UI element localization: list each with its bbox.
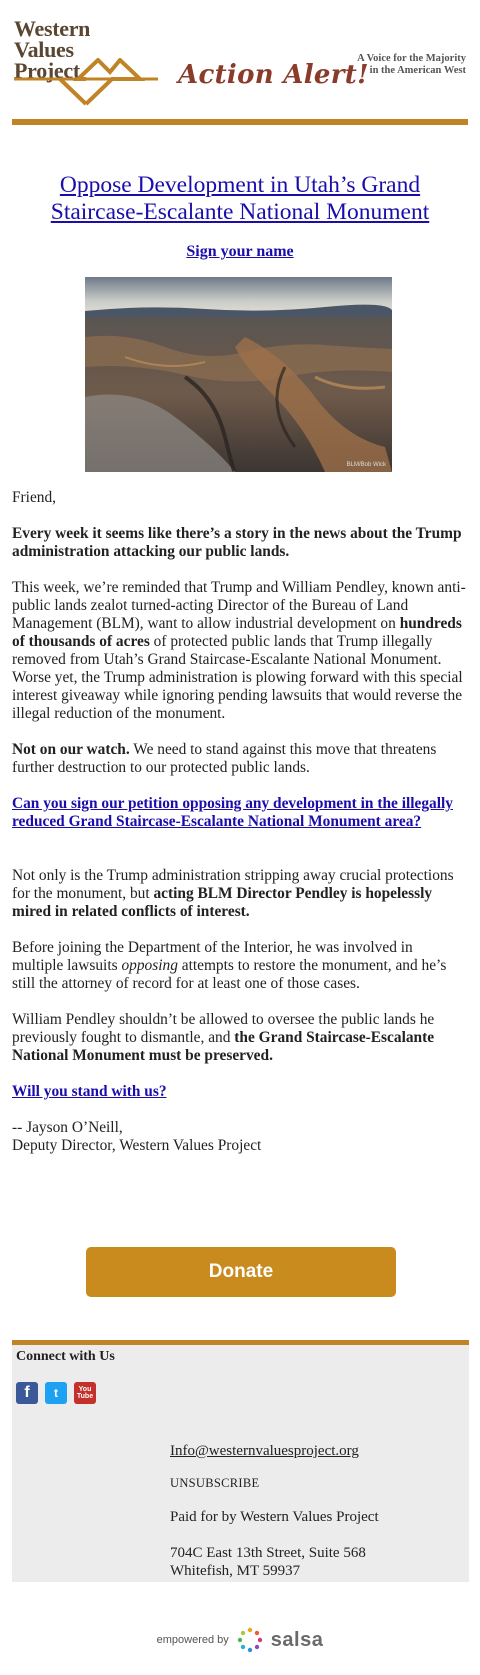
logo-line-1: Western <box>14 16 91 41</box>
paragraph-3-text: We need to stand against this move that threatens further destruction to our protected public lands. <box>12 741 437 776</box>
youtube-glyph-2: Tube <box>76 1393 94 1400</box>
donate-button[interactable]: Donate <box>86 1247 396 1297</box>
logo-line-3: Project <box>14 58 80 83</box>
youtube-icon[interactable] <box>74 1382 96 1404</box>
headline <box>12 172 468 226</box>
paragraph-6-part-a: Before joining the Department of the Interior, he was involved in multiple lawsuits <box>12 939 413 974</box>
salsa-logo-icon <box>237 1627 263 1653</box>
paragraph-5-text: Not only is the Trump administration stripping away crucial protections for the monument, but <box>12 867 454 902</box>
mountain-logo-icon <box>14 58 158 108</box>
empowered-by-text: empowered by <box>156 1634 229 1646</box>
headline-link[interactable]: Oppose Development in Utah’s Grand Staircase-Escalante National Monument <box>50 172 430 225</box>
greeting-text: Friend, <box>12 489 57 506</box>
paragraph-6 <box>12 939 466 993</box>
canyon-illustration <box>85 277 392 472</box>
paragraph-5-bold: acting BLM Director Pendley is hopelessly mired in related conflicts of interest. <box>12 885 433 920</box>
paragraph-5 <box>12 867 466 921</box>
address-line-1: 704C East 13th Street, Suite 568 <box>170 1545 366 1561</box>
signature-title: Deputy Director, Western Values Project <box>12 1137 262 1154</box>
facebook-glyph: f <box>24 1384 30 1401</box>
paragraph-6-italic: opposing <box>121 957 178 974</box>
tagline-line-1: A Voice for the Majority <box>357 53 466 64</box>
youtube-glyph-1: You <box>78 1386 92 1393</box>
paragraph-2-part-c: of protected public lands that Trump illegally removed from Utah’s Grand Staircase-Escalante National Monument. Worse yet, the Trump administration is plowing forward with this special interest giveaway while ignoring pending lawsuits that would reverse the illegal reduction of the monument. <box>12 633 463 722</box>
paragraph-1 <box>12 525 466 561</box>
paragraph-3-bold: Not on our watch. <box>12 741 130 758</box>
email-link[interactable]: Info@westernvaluesproject.org <box>170 1443 359 1459</box>
petition-link[interactable]: Can you sign our petition opposing any development in the illegally reduced Grand Staircase-Escalante National Monument area? <box>12 795 453 830</box>
paragraph-7 <box>12 1011 466 1065</box>
salsa-badge[interactable] <box>0 1625 480 1655</box>
paragraph-8 <box>12 1083 466 1101</box>
paragraph-2 <box>12 579 466 723</box>
stand-with-us-link[interactable]: Will you stand with us? <box>12 1083 167 1100</box>
tagline-line-2: in the American West <box>369 65 466 76</box>
paid-for-text: Paid for by Western Values Project <box>170 1509 379 1525</box>
paragraph-7-bold: the Grand Staircase-Escalante National Monument must be preserved. <box>12 1029 435 1064</box>
paragraph-2-bold: hundreds of thousands of acres <box>12 615 462 650</box>
tagline <box>306 53 466 77</box>
paragraph-7-text: William Pendley shouldn’t be allowed to oversee the public lands he previously fought to dismantle, and <box>12 1011 435 1046</box>
address-line-2: Whitefish, MT 59937 <box>170 1563 301 1579</box>
paragraph-6-part-c: attempts to restore the monument, and he’s still the attorney of record for at least one of those cases. <box>12 957 447 992</box>
twitter-glyph: t <box>54 1386 58 1400</box>
sign-your-name-link[interactable]: Sign your name <box>186 243 294 260</box>
sign-name-container <box>0 243 480 261</box>
paragraph-2-part-a: This week, we’re reminded that Trump and William Pendley, known anti-public lands zealot turned-acting Director of the Bureau of Land Management (BLM), want to allow industrial development on <box>12 579 466 632</box>
action-alert-title: Action Alert! <box>178 60 369 90</box>
paragraph-3 <box>12 741 466 777</box>
facebook-icon[interactable] <box>16 1382 38 1404</box>
greeting <box>12 489 466 507</box>
header-divider <box>12 119 468 125</box>
twitter-icon[interactable] <box>45 1382 67 1404</box>
paragraph-4 <box>12 795 466 831</box>
signature <box>12 1119 466 1155</box>
salsa-wordmark: salsa <box>270 1628 324 1651</box>
hero-landscape-image[interactable] <box>85 277 392 472</box>
photo-credit: BLM/Bob Wick <box>346 462 386 468</box>
logo-line-2: Values <box>14 37 74 62</box>
connect-heading: Connect with Us <box>16 1349 115 1364</box>
unsubscribe-link[interactable]: UNSUBSCRIBE <box>170 1476 260 1490</box>
signature-name: -- Jayson O’Neill, <box>12 1119 123 1136</box>
paragraph-1-bold: Every week it seems like there’s a story in the news about the Trump administration attacking our public lands. <box>12 525 462 560</box>
